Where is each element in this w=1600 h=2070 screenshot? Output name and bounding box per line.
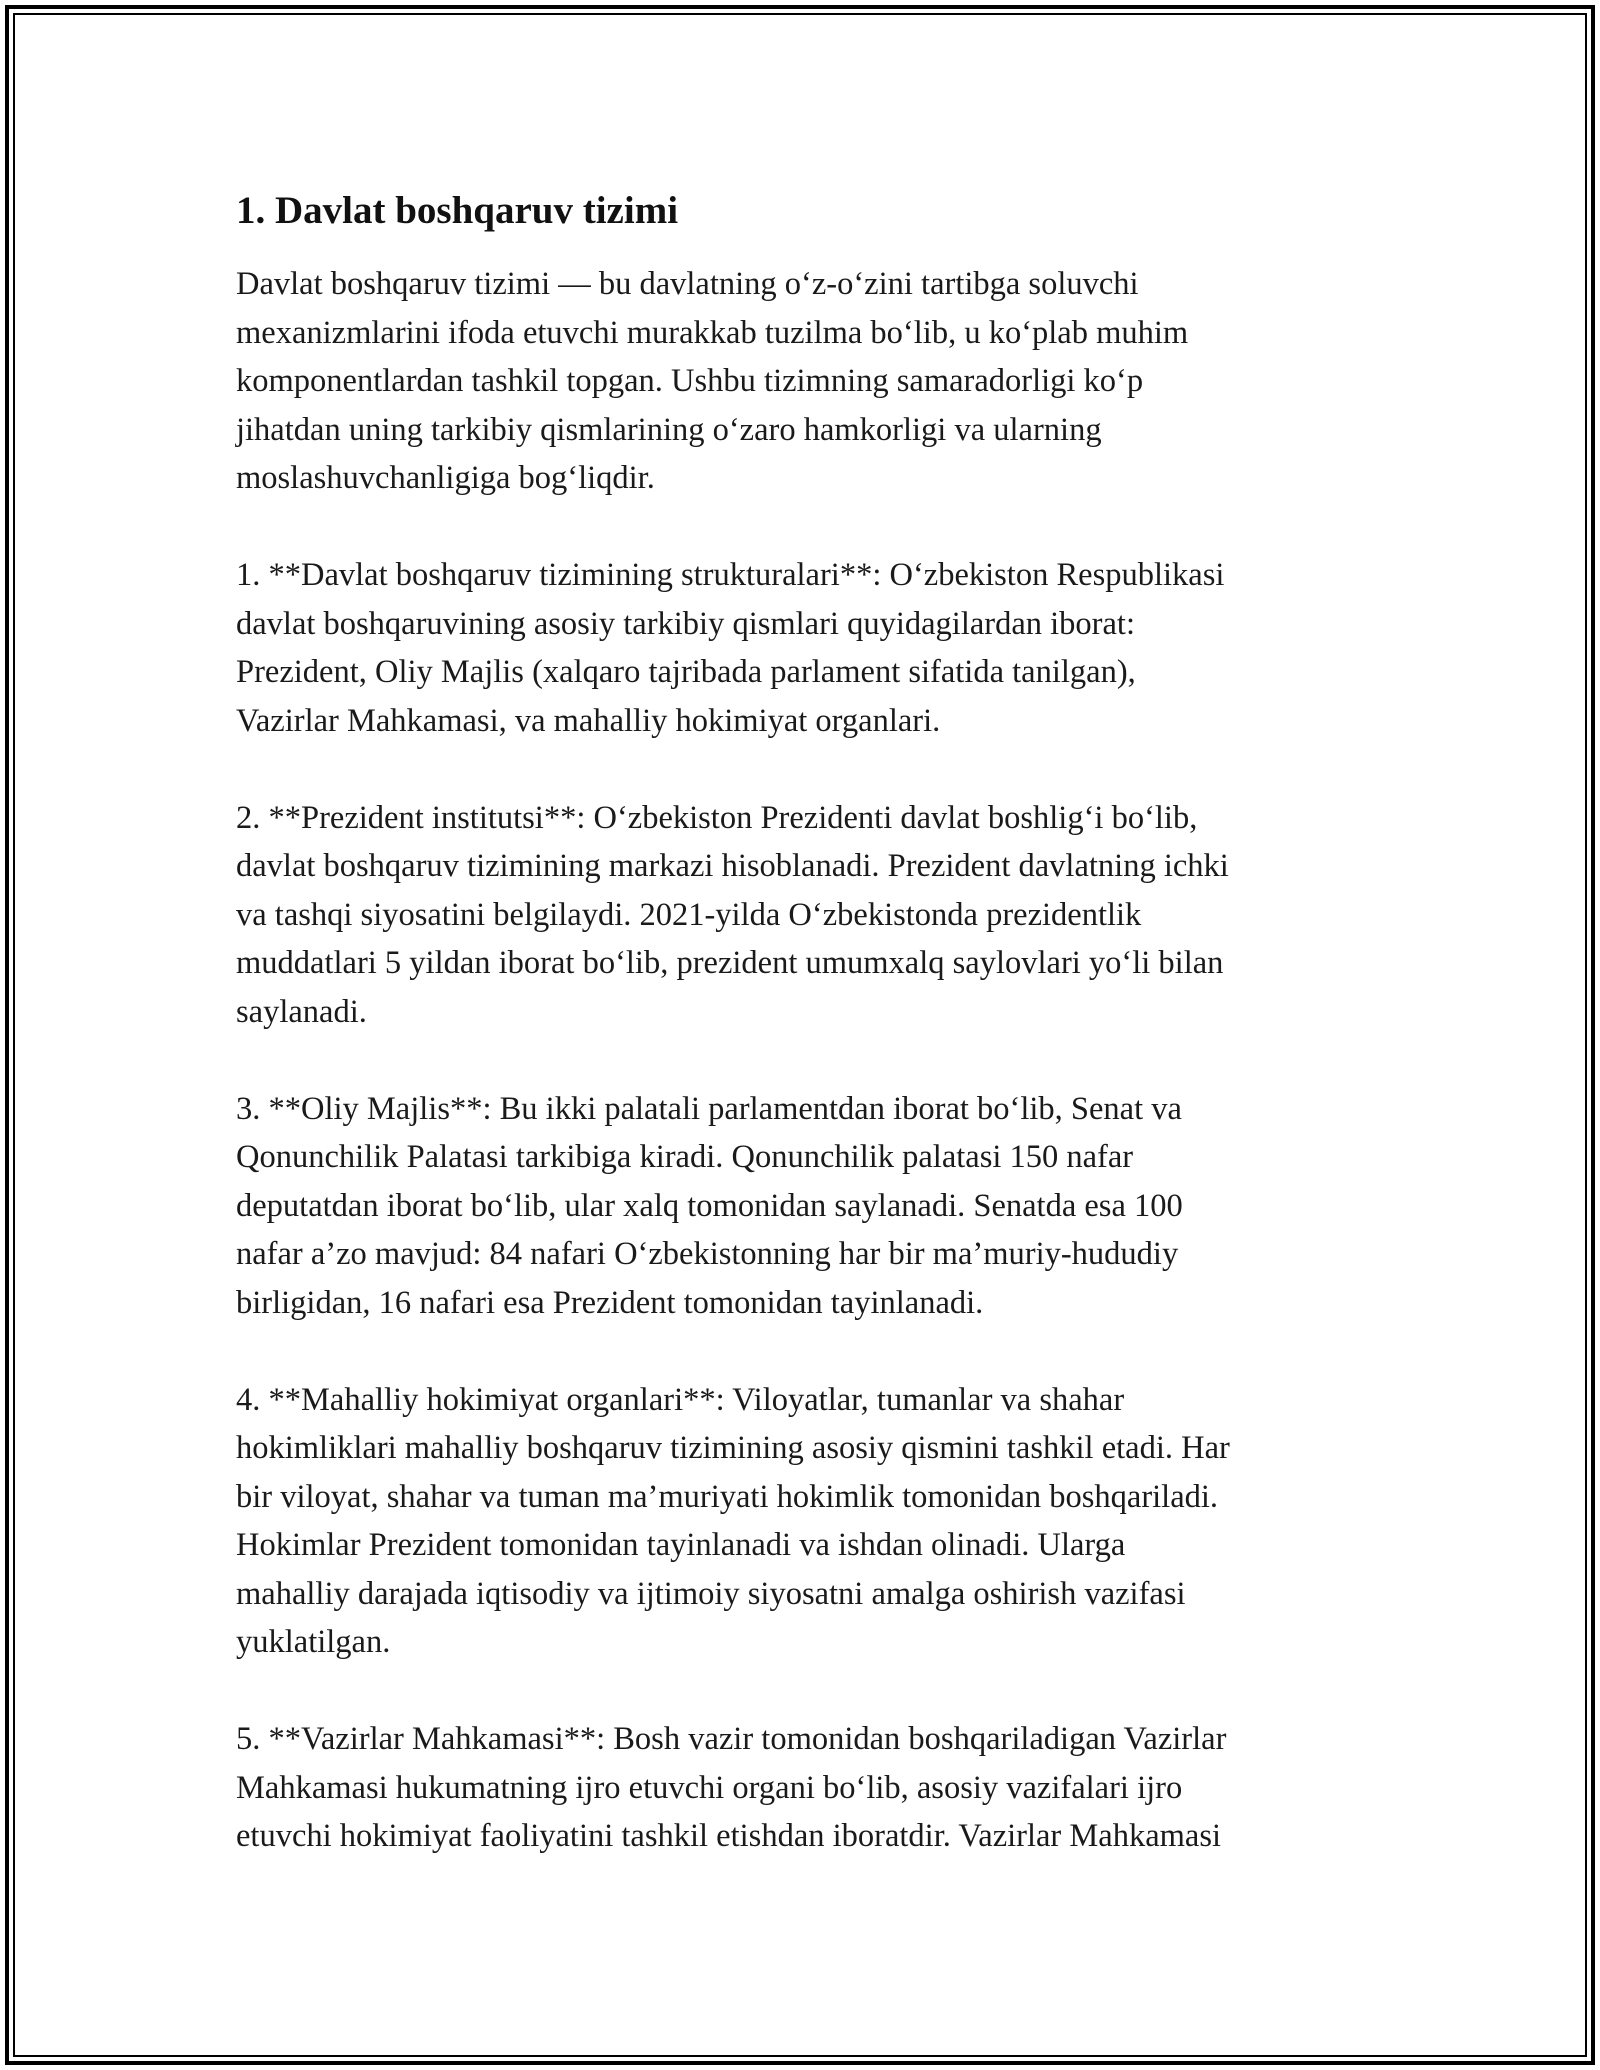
text-line: 4. **Mahalliy hokimiyat organlari**: Viloyatlar, tumanlar va shahar xyxy=(236,1381,1125,1418)
section-heading: 1. Davlat boshqaruv tizimi xyxy=(236,189,679,232)
list-item-cabinet xyxy=(236,1715,1376,1861)
text-line: Davlat boshqaruv tizimi — bu davlatning o‘z-o‘zini tartibga soluvchi xyxy=(236,266,1139,302)
list-item-oliy-majlis xyxy=(236,1085,1376,1328)
text-line: 1. **Davlat boshqaruv tizimining strukturalari**: O‘zbekiston Respublikasi xyxy=(236,557,1225,593)
text-line: Mahkamasi hukumatning ijro etuvchi organi bo‘lib, asosiy vazifalari ijro xyxy=(236,1769,1183,1806)
text-line: deputatdan iborat bo‘lib, ular xalq tomonidan saylanadi. Senatda esa 100 xyxy=(236,1187,1183,1224)
text-line: moslashuvchanligiga bog‘liqdir. xyxy=(236,460,655,496)
text-line: komponentlardan tashkil topgan. Ushbu tizimning samaradorligi ko‘p xyxy=(236,363,1144,399)
text-line: bir viloyat, shahar va tuman ma’muriyati hokimlik tomonidan boshqariladi. xyxy=(236,1478,1219,1515)
text-line: hokimliklari mahalliy boshqaruv tizimining asosiy qismini tashkil etadi. Har xyxy=(236,1430,1230,1466)
text-line: jihatdan uning tarkibiy qismlarining o‘zaro hamkorligi va ularning xyxy=(236,411,1102,448)
text-line: Vazirlar Mahkamasi, va mahalliy hokimiyat organlari. xyxy=(236,702,941,739)
text-line: mexanizmlarini ifoda etuvchi murakkab tuzilma bo‘lib, u ko‘plab muhim xyxy=(236,314,1189,351)
text-line: 5. **Vazirlar Mahkamasi**: Bosh vazir tomonidan boshqariladigan Vazirlar xyxy=(236,1721,1227,1757)
text-line: Prezident, Oliy Majlis (xalqaro tajribada parlament sifatida tanilgan), xyxy=(236,654,1136,690)
text-line: saylanadi. xyxy=(236,993,367,1030)
text-line: 3. **Oliy Majlis**: Bu ikki palatali parlamentdan iborat bo‘lib, Senat va xyxy=(236,1090,1182,1127)
text-line: mahalliy darajada iqtisodiy va ijtimoiy siyosatni amalga oshirish vazifasi xyxy=(236,1575,1186,1612)
text-line: Hokimlar Prezident tomonidan tayinlanadi va ishdan olinadi. Ularga xyxy=(236,1527,1126,1563)
text-line: davlat boshqaruvining asosiy tarkibiy qismlari quyidagilardan iborat: xyxy=(236,605,1135,642)
text-line: etuvchi hokimiyat faoliyatini tashkil etishdan iboratdir. Vazirlar Mahkamasi xyxy=(236,1818,1221,1854)
document-body xyxy=(236,186,1376,1909)
text-line: davlat boshqaruv tizimining markazi hisoblanadi. Prezident davlatning ichki xyxy=(236,848,1229,884)
text-line: 2. **Prezident institutsi**: O‘zbekiston Prezidenti davlat boshlig‘i bo‘lib, xyxy=(236,799,1198,836)
text-line: birligidan, 16 nafari esa Prezident tomonidan tayinlanadi. xyxy=(236,1284,984,1321)
list-item-local-government xyxy=(236,1376,1376,1667)
list-item-president xyxy=(236,794,1376,1037)
text-line: yuklatilgan. xyxy=(236,1624,391,1660)
list-item-structures xyxy=(236,551,1376,745)
text-line: nafar a’zo mavjud: 84 nafari O‘zbekistonning har bir ma’muriy-hududiy xyxy=(236,1236,1179,1272)
text-line: muddatlari 5 yildan iborat bo‘lib, prezident umumxalq saylovlari yo‘li bilan xyxy=(236,945,1224,981)
text-line: Qonunchilik Palatasi tarkibiga kiradi. Qonunchilik palatasi 150 nafar xyxy=(236,1139,1134,1175)
text-line: va tashqi siyosatini belgilaydi. 2021-yilda O‘zbekistonda prezidentlik xyxy=(236,896,1142,933)
intro-paragraph xyxy=(236,260,1376,503)
